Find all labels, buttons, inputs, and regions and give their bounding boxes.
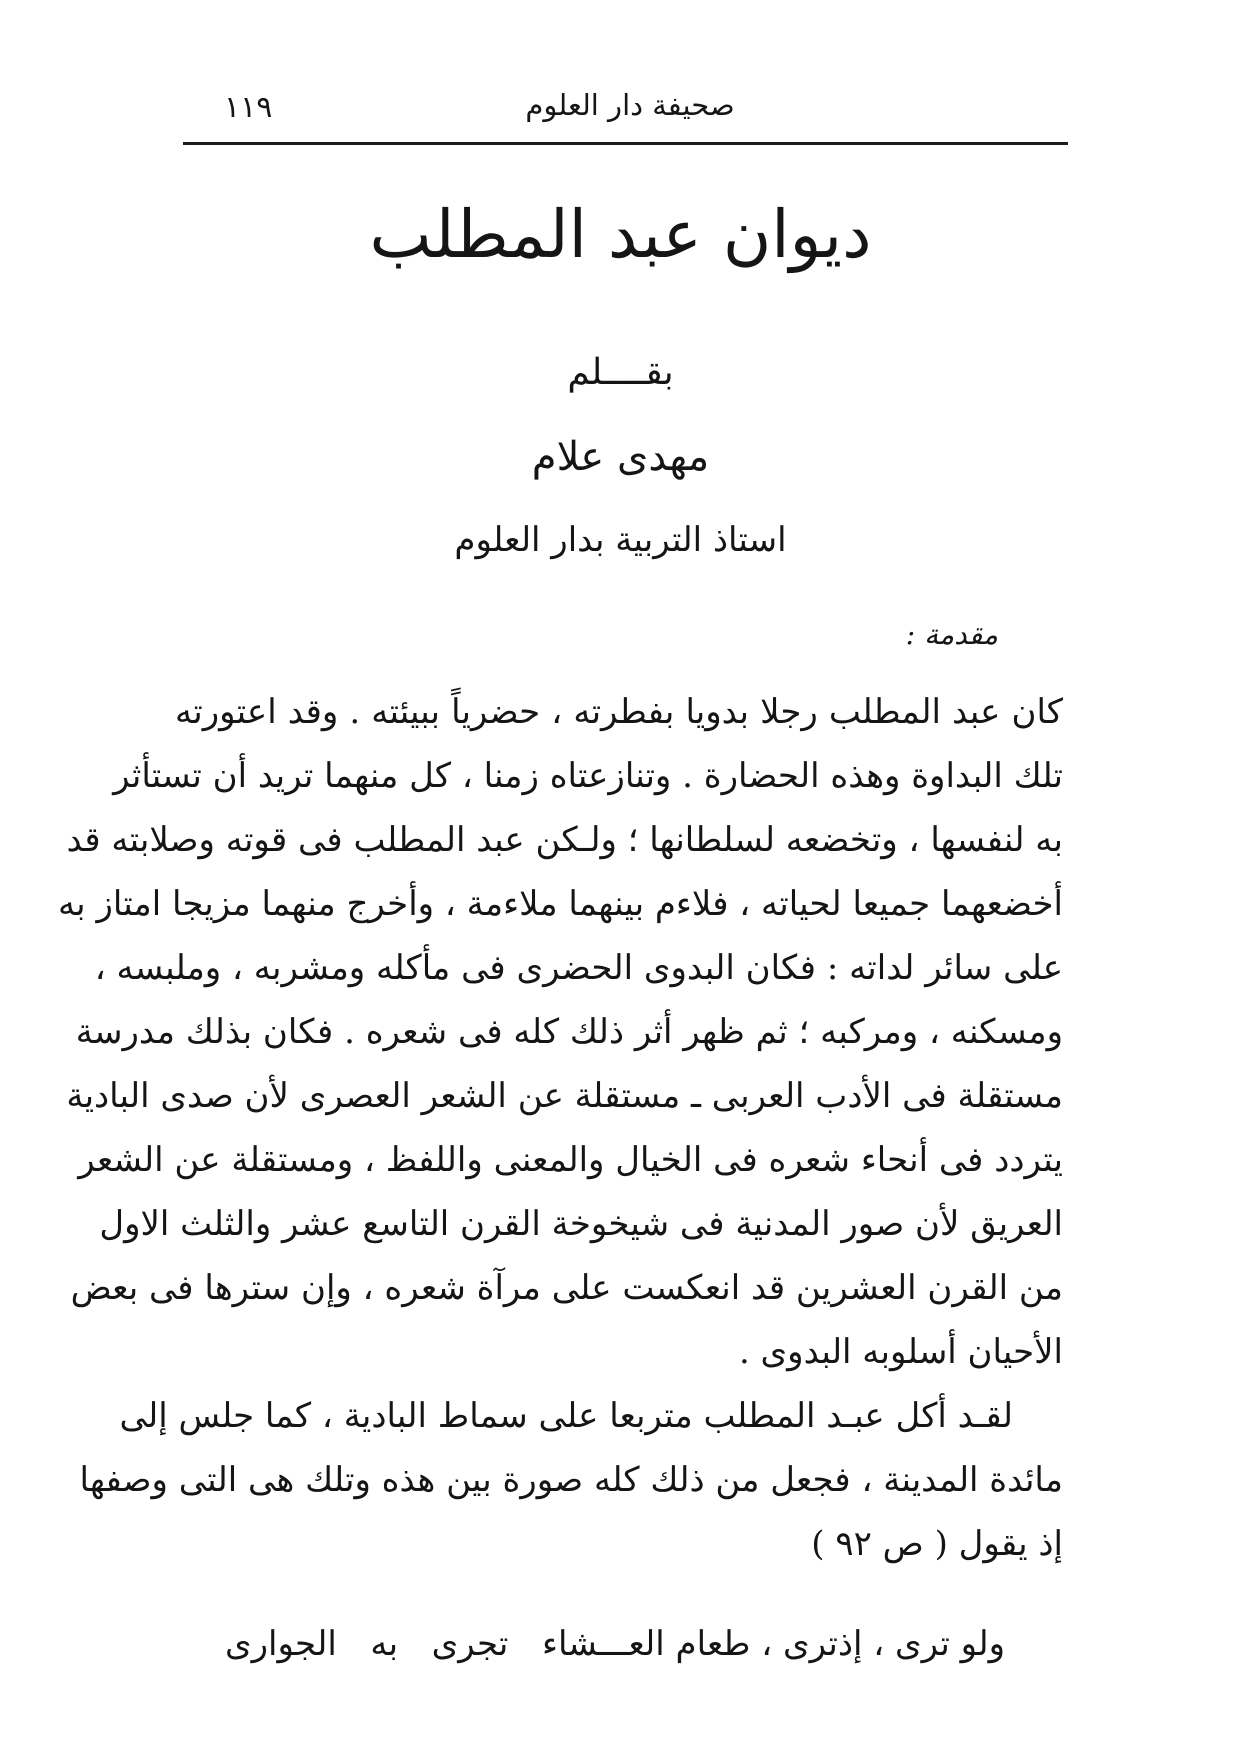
article-title: ديوان عبد المطلب bbox=[369, 196, 872, 273]
verse-segment: تجرى bbox=[431, 1624, 509, 1664]
paragraph-line: أخضعهما جميعا لحياته ، فلاءم بينهما ملاءمة ، وأخرج منهما مزيجا امتاز به bbox=[57, 884, 1063, 924]
author-affiliation: استاذ التربية بدار العلوم bbox=[454, 520, 787, 560]
author-name: مهدى علام bbox=[531, 434, 710, 480]
paragraph-line: كان عبد المطلب رجلا بدويا بفطرته ، حضرياً ببيئته . وقد اعتورته bbox=[175, 692, 1063, 732]
paragraph-line: من القرن العشرين قد انعكست على مرآة شعره ، وإن سترها فى بعض bbox=[70, 1268, 1063, 1308]
paragraph-line: الأحيان أسلوبه البدوى . bbox=[738, 1332, 1063, 1372]
verse-segment: ولو ترى ، إذترى ، طعام العـــشاء bbox=[541, 1624, 1005, 1664]
section-heading: مقدمة : bbox=[905, 618, 998, 651]
paragraph-line: لقـد أكل عبـد المطلب متربعا على سماط البادية ، كما جلس إلى bbox=[119, 1396, 1013, 1436]
paragraph-line: يتردد فى أنحاء شعره فى الخيال والمعنى واللفظ ، ومستقلة عن الشعر bbox=[78, 1140, 1063, 1180]
journal-title: صحيفة دار العلوم bbox=[525, 88, 735, 122]
paragraph-line: مائدة المدينة ، فجعل من ذلك كله صورة بين هذه وتلك هى التى وصفها bbox=[79, 1460, 1063, 1500]
paragraph-line: ومسكنه ، ومركبه ؛ ثم ظهر أثر ذلك كله فى شعره . فكان بذلك مدرسة bbox=[75, 1012, 1063, 1052]
verse-segment: الجوارى bbox=[225, 1624, 337, 1664]
article-body bbox=[57, 680, 1063, 1576]
header-rule bbox=[183, 142, 1068, 145]
page-number: ١١٩ bbox=[224, 90, 273, 125]
paragraph-line: إذ يقول ( ص ٩٢ ) bbox=[811, 1524, 1063, 1564]
byline: بقــــلم bbox=[567, 352, 674, 393]
paragraph-line: به لنفسها ، وتخضعه لسلطانها ؛ ولـكن عبد المطلب فى قوته وصلابته قد bbox=[66, 820, 1063, 860]
paragraph-line: على سائر لداته : فكان البدوى الحضرى فى مأكله ومشربه ، وملبسه ، bbox=[94, 948, 1063, 988]
paragraph-line: العريق لأن صور المدنية فى شيخوخة القرن التاسع عشر والثلث الاول bbox=[99, 1204, 1063, 1244]
verse-line bbox=[225, 1612, 1005, 1676]
verse-segment: به bbox=[370, 1624, 399, 1664]
paragraph-line: تلك البداوة وهذه الحضارة . وتنازعتاه زمنا ، كل منهما تريد أن تستأثر bbox=[113, 756, 1063, 796]
paragraph-line: مستقلة فى الأدب العربى ـ مستقلة عن الشعر العصرى لأن صدى البادية bbox=[66, 1076, 1063, 1116]
